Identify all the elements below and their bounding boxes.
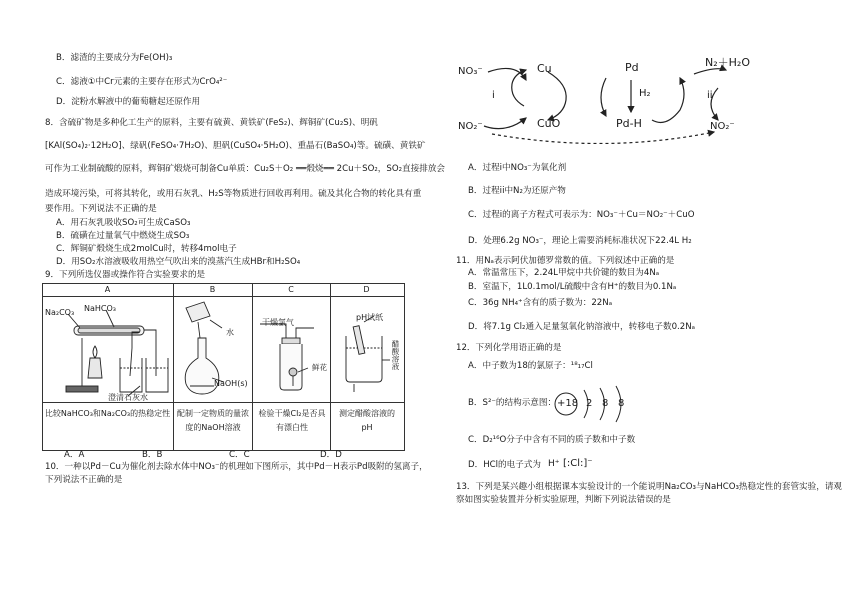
- q12-option-c: C．D₂¹⁶O分子中含有不同的质子数和中子数: [468, 435, 636, 445]
- q9-option-b: B．B: [142, 450, 163, 460]
- s2-shell-3: 8: [618, 398, 625, 409]
- q10-option-d: D．处理6.2g NO₃⁻，理论上需要消耗标准状况下22.4L H₂: [468, 236, 692, 246]
- q10-option-a: A．过程i中NO₃⁻为氧化剂: [468, 163, 567, 173]
- table-cell-b-text: 配制一定物质的量浓度的NaOH溶液: [177, 409, 249, 432]
- q9-option-c: C．C: [229, 450, 250, 460]
- q11-stem: 11．用Nₐ表示阿伏加德罗常数的值。下列叙述中正确的是: [456, 256, 675, 266]
- s2-shell-1: 2: [586, 398, 593, 409]
- mech-h2: H₂: [639, 88, 651, 99]
- q12-option-d: D．HCl的电子式为: [468, 460, 542, 470]
- q9-stem: 9．下列所选仪器或操作符合实验要求的是: [45, 270, 206, 280]
- q8-stem-line4: 造成环境污染，可将其转化，或用石灰乳、H₂S等物质进行回收再利用。硫及其化合物的转化具有重: [45, 189, 422, 199]
- q8-option-a: A．用石灰乳吸收SO₂可生成CaSO₃: [56, 218, 191, 228]
- q7-option-c: C．滤液①中Cr元素的主要存在形式为CrO₄²⁻: [56, 77, 228, 87]
- mech-cuo: CuO: [537, 117, 561, 130]
- table-header-d: D: [363, 285, 370, 294]
- q8-stem-line3: 可作为工业制硫酸的原料，辉铜矿煅烧可制备Cu单质：Cu₂S＋O₂ ══煅烧══ 2Cu＋SO₂，SO₂直接排放会: [45, 164, 446, 174]
- q11-option-c: C．36g NH₄⁺含有的质子数为：22Nₐ: [468, 298, 613, 308]
- q11-option-a: A．常温常压下，2.24L甲烷中共价键的数目为4Nₐ: [468, 268, 660, 278]
- label-dry-chlorine: 干燥氯气: [262, 318, 294, 327]
- mech-label-i: i: [492, 90, 495, 101]
- q7-option-b: B．滤渣的主要成分为Fe(OH)₃: [56, 53, 173, 63]
- label-ph-paper: pH试纸: [356, 313, 384, 322]
- q13-stem-line1: 13．下列是某兴趣小组根据课本实验设计的一个能说明Na₂CO₃与NaHCO₃热稳定性的套管实验，请观: [456, 482, 843, 492]
- table-cell-d-text: 测定醋酸溶液的pH: [339, 409, 395, 432]
- q12-option-b: B．S²⁻的结构示意图：: [468, 398, 557, 408]
- hcl-h-ion: H⁺: [548, 459, 560, 469]
- table-header-a: A: [104, 285, 111, 294]
- table-header-b: B: [209, 285, 216, 294]
- mech-pd: Pd: [625, 61, 639, 74]
- hcl-cl-ion: [:Cl:]⁻: [563, 458, 593, 469]
- mech-pd-h: Pd-H: [616, 117, 642, 130]
- q7-option-d: D．淀粉水解液中的葡萄糖起还原作用: [56, 97, 201, 107]
- mech-n2-h2o: N₂＋H₂O: [705, 56, 750, 69]
- label-water: 水: [226, 328, 234, 337]
- q9-option-d: D．D: [320, 450, 342, 460]
- label-na2co3: Na₂CO₃: [45, 308, 75, 317]
- mech-label-ii: ii: [707, 90, 713, 101]
- q8-stem-line5: 要作用。下列说法不正确的是: [45, 204, 157, 214]
- q8-option-b: B．硫磺在过量氧气中燃烧生成SO₃: [56, 231, 190, 241]
- q10-stem-line2: 下列说法不正确的是: [45, 475, 123, 485]
- q8-option-c: C．辉铜矿煅烧生成2molCu时，转移4mol电子: [56, 244, 237, 254]
- mech-no2-left: NO₂⁻: [458, 121, 483, 132]
- q9-option-a: A．A: [64, 450, 85, 460]
- table-header-c: C: [288, 285, 294, 294]
- q12-stem: 12．下列化学用语正确的是: [456, 343, 562, 353]
- s2-shell-2: 8: [602, 398, 609, 409]
- q11-option-b: B．室温下，1L0.1mol/L硫酸中含有H⁺的数目为0.1Nₐ: [468, 282, 677, 292]
- label-limewater: 澄清石灰水: [108, 393, 148, 402]
- mech-no2-right: NO₂⁻: [710, 121, 735, 132]
- q10-option-b: B．过程ii中N₂为还原产物: [468, 186, 566, 196]
- q12-option-a: A．中子数为18的氯原子：¹⁸₁₇Cl: [468, 361, 593, 371]
- table-cell-c-text: 检验干燥Cl₂是否具有漂白性: [258, 409, 326, 432]
- label-acetic-acid: 醋酸溶液: [391, 340, 400, 370]
- table-cell-a-text: 比较NaHCO₃和Na₂CO₃的热稳定性: [44, 409, 171, 418]
- label-flower: 鲜花: [312, 363, 327, 372]
- s2-nucleus-charge: +18: [557, 398, 579, 409]
- q8-stem-line2: [KAl(SO₄)₂·12H₂O]、绿矾(FeSO₄·7H₂O)、胆矾(CuSO₄·5H₂O)、重晶石(BaSO₄)等。硫磺、黄铁矿: [45, 141, 426, 151]
- label-nahco3: NaHCO₃: [84, 304, 116, 313]
- q10-stem-line1: 10．一种以Pd－Cu为催化剂去除水体中NO₃⁻的机理如下图所示，其中Pd－H表示Pd吸附的氢离子，: [45, 462, 428, 472]
- mech-cu: Cu: [537, 62, 552, 75]
- q10-option-c: C．过程i的离子方程式可表示为：NO₃⁻＋Cu＝NO₂⁻＋CuO: [468, 210, 695, 220]
- q13-stem-line2: 察如图实验装置并分析实验原理，判断下列说法错误的是: [456, 495, 671, 505]
- q8-option-d: D．用SO₂水溶液吸收用热空气吹出来的溴蒸汽生成HBr和H₂SO₄: [56, 257, 301, 267]
- q11-option-d: D．将7.1g Cl₂通入足量氢氧化钠溶液中，转移电子数0.2Nₐ: [468, 322, 696, 332]
- mech-no3: NO₃⁻: [458, 66, 483, 77]
- q8-stem-line1: 8．含硫矿物是多种化工生产的原料，主要有硫黄、黄铁矿(FeS₂)、辉铜矿(Cu₂S)、明矾: [45, 118, 378, 128]
- apparatus-c-figure: [256, 298, 328, 402]
- label-naoh-s: NaOH(s): [214, 379, 248, 388]
